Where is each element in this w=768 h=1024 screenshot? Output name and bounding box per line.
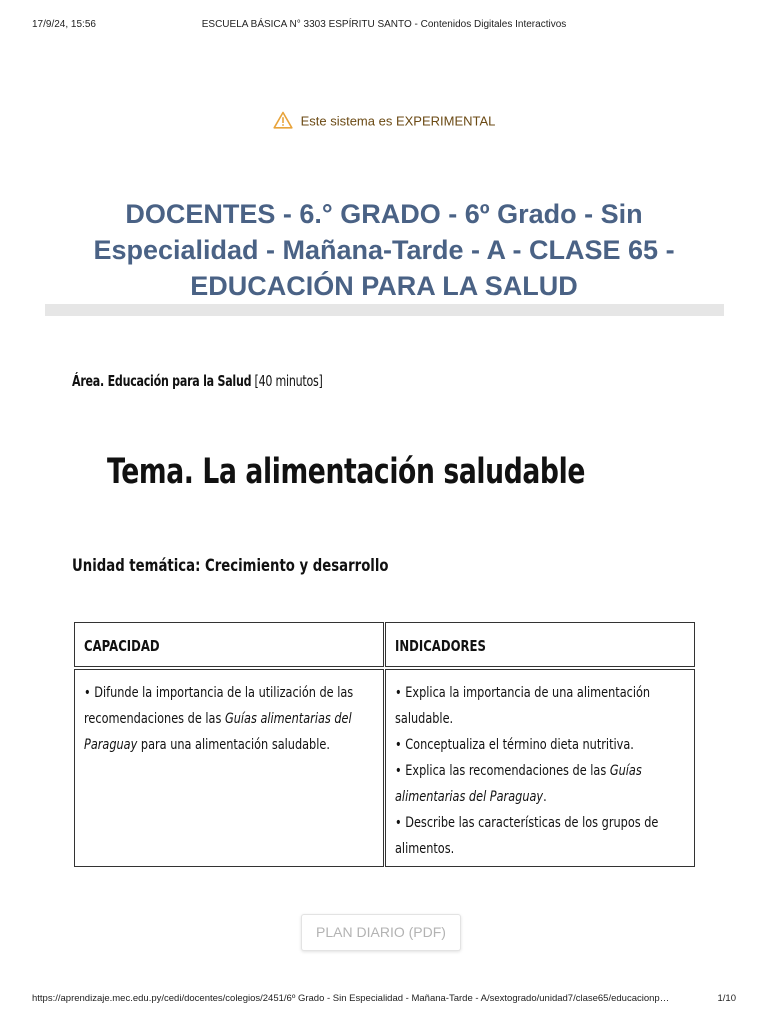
notice-text: Este sistema es EXPERIMENTAL: [300, 113, 496, 129]
indicador-3b: alimentarias del Paraguay.: [395, 789, 547, 805]
unidad-tematica: Unidad temática: Crecimiento y desarrollo: [72, 556, 389, 576]
capacidad-indicadores-table: [74, 622, 695, 867]
experimental-notice: [0, 112, 768, 130]
area-line: [72, 372, 323, 390]
indicador-4a: • Describe las características de los grupos de: [395, 815, 659, 831]
warning-triangle-icon: [273, 111, 293, 129]
capacidad-line-3: Paraguay para una alimentación saludable.: [84, 737, 330, 753]
page-title-line-2: Especialidad - Mañana-Tarde - A - CLASE 65 -: [93, 235, 675, 265]
print-document-title: ESCUELA BÁSICA N° 3303 ESPÍRITU SANTO - Contenidos Digitales Interactivos: [201, 19, 567, 30]
indicador-3a: • Explica las recomendaciones de las Guías: [395, 763, 642, 779]
page-title-line-1: DOCENTES - 6.° GRADO - 6º Grado - Sin: [125, 199, 643, 229]
indicador-2: • Conceptualiza el término dieta nutritiva.: [395, 737, 634, 753]
table-cell-capacidad: [74, 669, 384, 867]
print-footer: [32, 993, 736, 1007]
indicador-1b: saludable.: [395, 711, 454, 727]
title-divider: [45, 304, 724, 316]
plan-diario-pdf-button[interactable]: PLAN DIARIO (PDF): [301, 914, 461, 951]
page-title-line-3: EDUCACIÓN PARA LA SALUD: [190, 271, 578, 301]
capacidad-line-1: • Difunde la importancia de la utilización de las: [84, 685, 354, 701]
print-timestamp: 17/9/24, 15:56: [32, 19, 96, 30]
print-url: https://aprendizaje.mec.edu.py/cedi/docentes/colegios/2451/6º Grado - Sin Especialidad - Mañana-Tarde - A/sextogrado/unidad7/clase65/educacionp…: [32, 993, 670, 1004]
indicador-1a: • Explica la importancia de una alimentación: [395, 685, 651, 701]
print-header: [32, 19, 736, 33]
print-page-number: 1/10: [717, 993, 736, 1004]
tema-heading: Tema. La alimentación saludable: [107, 452, 586, 492]
table-header-capacidad: CAPACIDAD: [74, 622, 384, 667]
area-duration: [40 minutos]: [251, 372, 323, 390]
capacidad-line-2: recomendaciones de las Guías alimentarias del: [84, 711, 352, 727]
area-label: Área. Educación para la Salud: [72, 372, 252, 390]
indicador-4b: alimentos.: [395, 841, 455, 857]
table-cell-indicadores: [385, 669, 695, 867]
table-header-indicadores: INDICADORES: [385, 622, 695, 667]
page-title: [70, 196, 698, 304]
